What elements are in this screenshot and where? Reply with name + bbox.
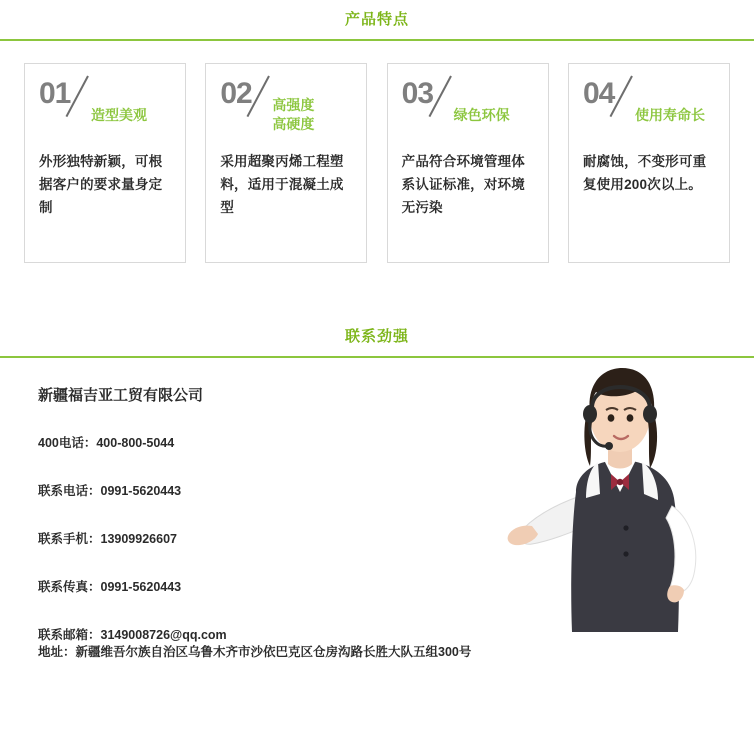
feature-card (568, 63, 730, 263)
feature-card (24, 63, 186, 263)
contact-heading: 联系劲强 (344, 328, 409, 345)
feature-card-list (0, 41, 754, 263)
feature-card-body: 产品符合环境管理体系认证标准，对环境无污染 (401, 154, 525, 215)
operator-illustration (480, 342, 730, 642)
feature-card-title: 绿色环保 (453, 107, 510, 123)
feature-card-title (272, 96, 372, 134)
feature-card-body: 采用超聚丙烯工程塑料，适用于混凝土成型 (220, 154, 344, 215)
features-heading: 产品特点 (344, 11, 409, 28)
feature-card-title: 造型美观 (91, 107, 147, 123)
operator-svg (480, 342, 730, 642)
company-name: 新疆福吉亚工贸有限公司 (38, 387, 204, 404)
feature-card-header (402, 78, 534, 150)
contact-block (0, 358, 754, 678)
features-header (0, 0, 754, 39)
feature-card-number: 01 (39, 77, 71, 110)
feature-card-header (39, 78, 171, 150)
feature-card-header (583, 78, 715, 150)
feature-card-header (220, 78, 352, 150)
feature-card-title-line2: 高硬度 (272, 116, 315, 132)
feature-card-title-line1: 高强度 (272, 97, 315, 113)
contact-line-fax: 联系传真：0991-5620443 (38, 580, 182, 594)
feature-card-number: 02 (220, 77, 252, 110)
contact-line-telephone: 联系电话：0991-5620443 (38, 484, 182, 498)
contact-line-400phone: 400电话：400-800-5044 (38, 436, 175, 450)
feature-card-number: 04 (582, 77, 615, 110)
contact-address: 地址：新疆维吾尔族自治区乌鲁木齐市沙依巴克区仓房沟路长胜大队五组300号 (38, 645, 472, 659)
feature-card-body: 耐腐蚀，不变形可重复使用200次以上。 (582, 154, 707, 192)
feature-card-title: 使用寿命长 (634, 107, 705, 123)
feature-card (205, 63, 367, 263)
feature-card (387, 63, 549, 263)
feature-card-number: 03 (401, 77, 434, 110)
contact-line-mobile: 联系手机：13909926607 (38, 532, 177, 546)
contact-line-email: 联系邮箱：3149008726@qq.com (38, 628, 227, 642)
feature-card-body: 外形独特新颖，可根据客户的要求量身定制 (39, 154, 163, 215)
